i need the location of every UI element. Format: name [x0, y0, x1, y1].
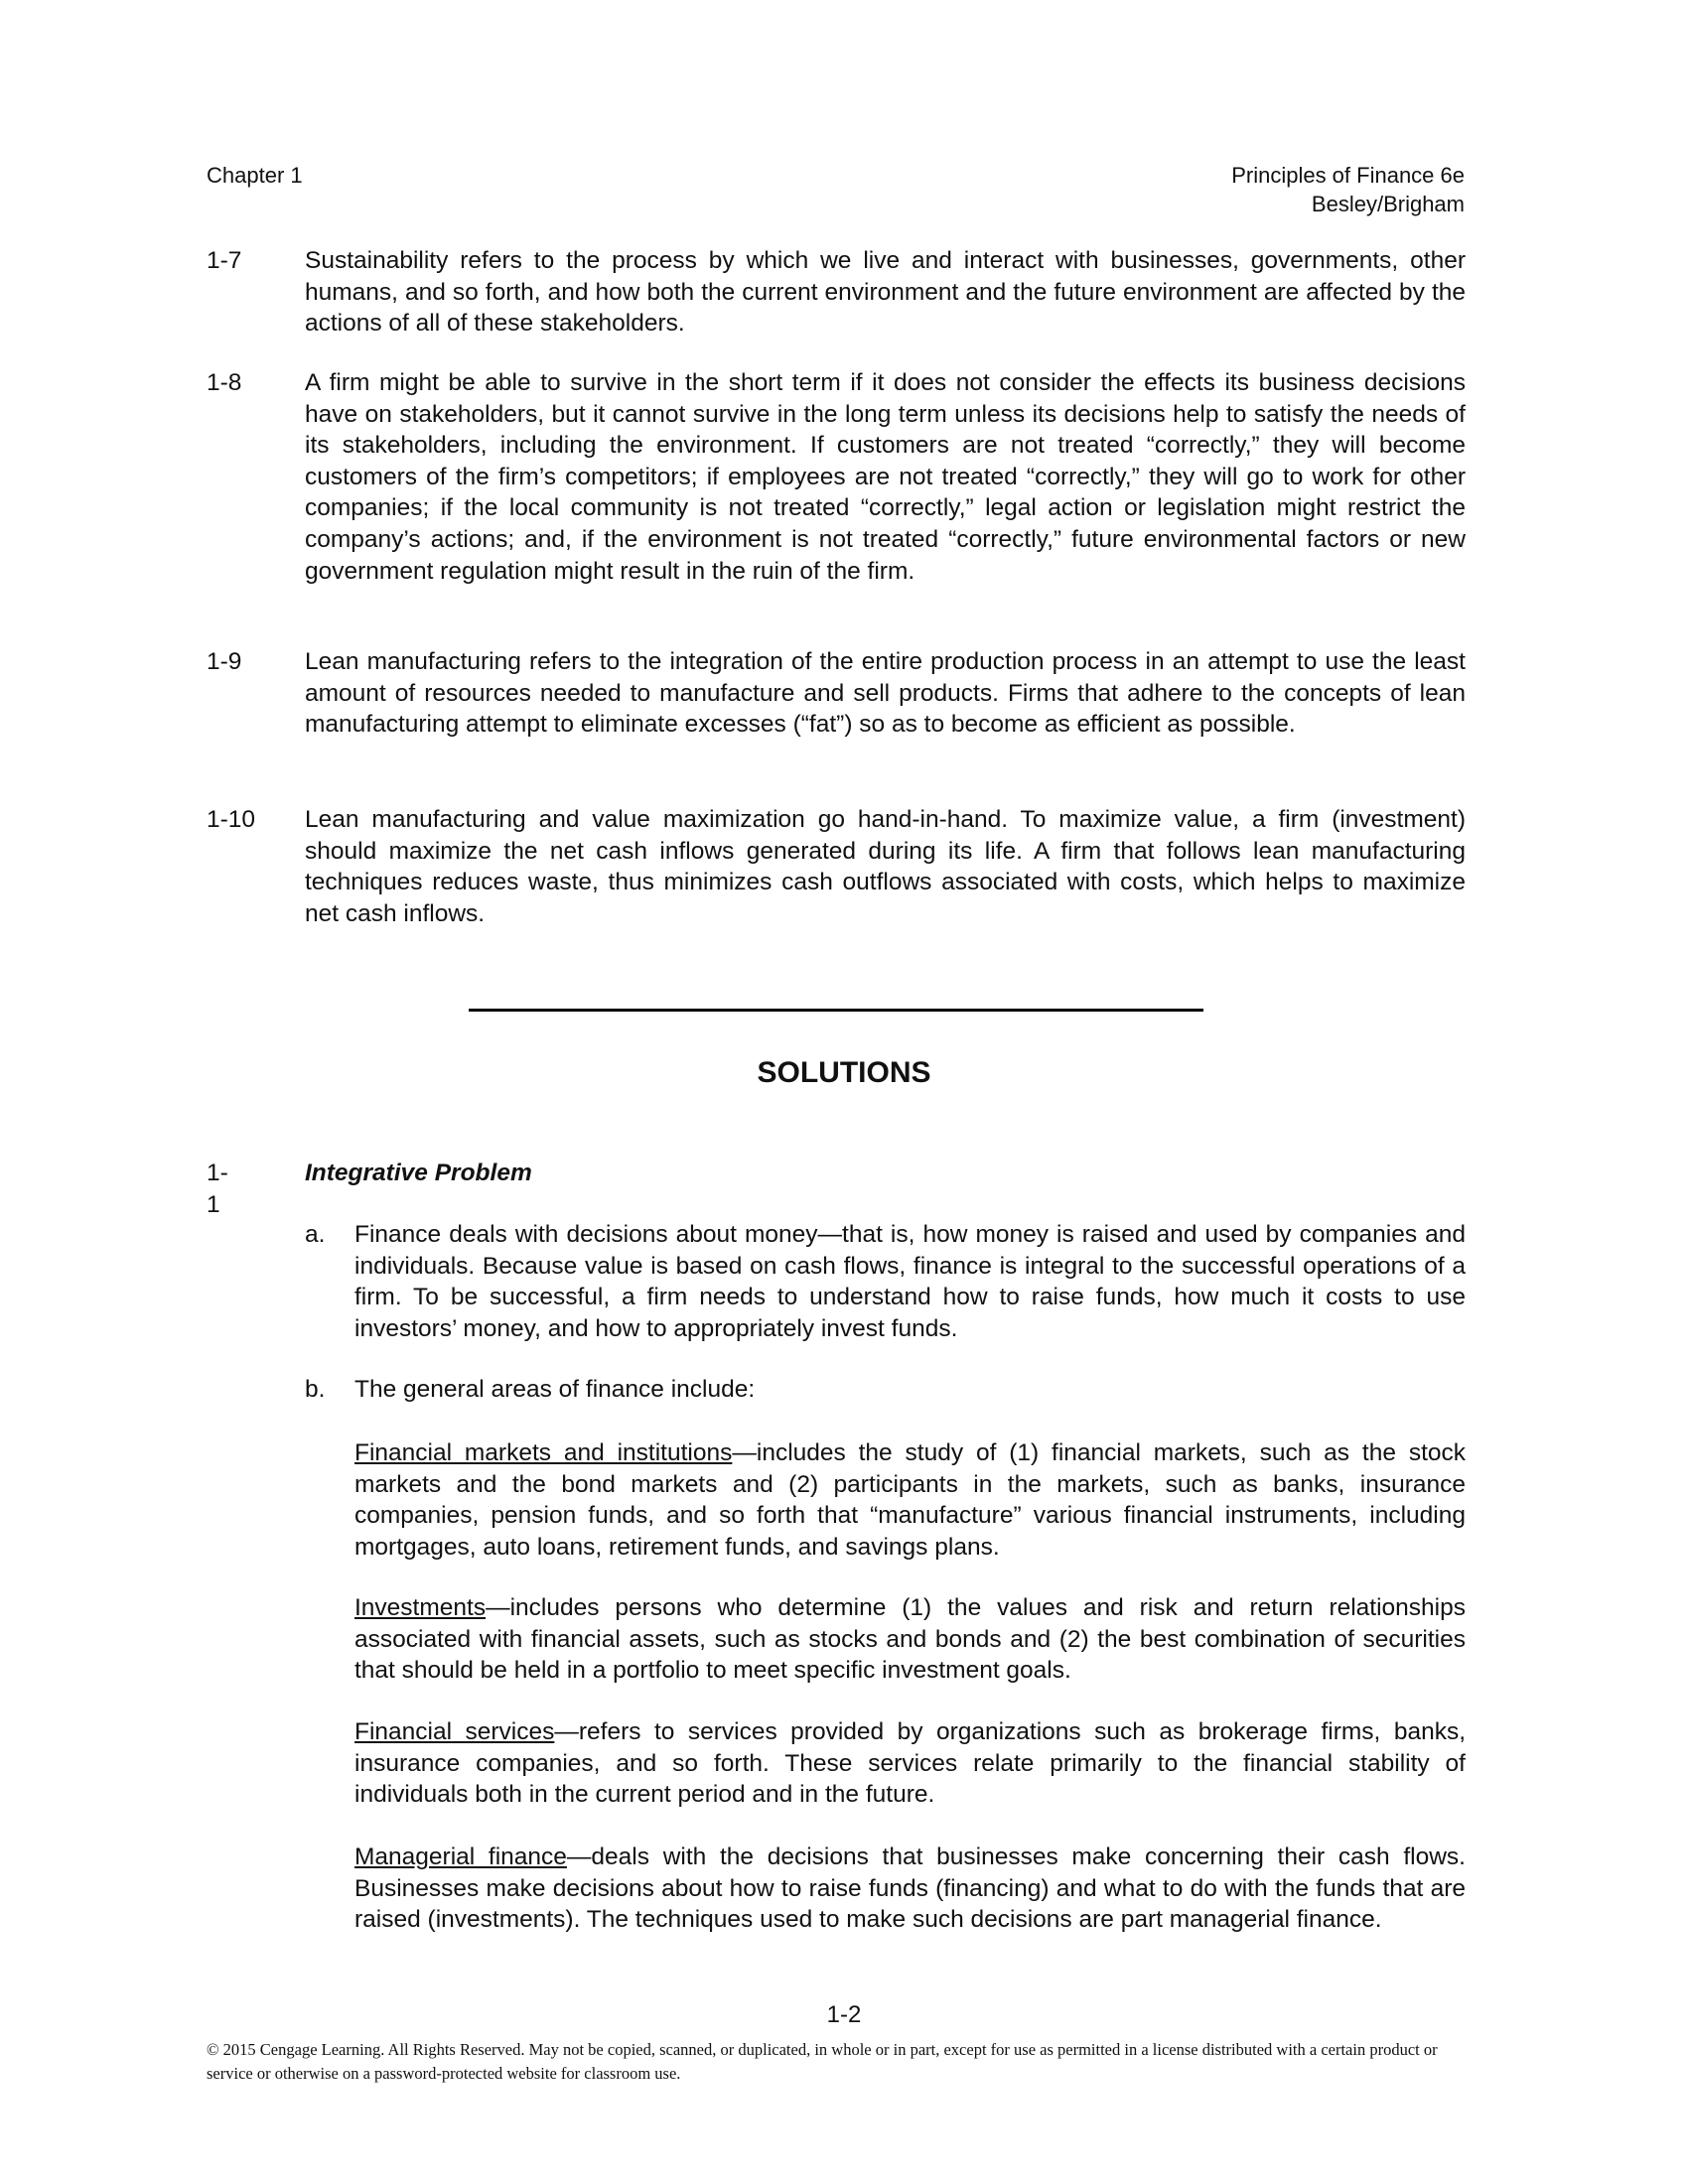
- part-letter: b.: [305, 1376, 326, 1403]
- part-letter: a.: [305, 1221, 326, 1248]
- problem-number: 1-1: [207, 1160, 228, 1218]
- question-1-7: [207, 245, 1466, 340]
- question-answer-text: Lean manufacturing and value maximization go hand-in-hand. To maximize value, a firm (investment) should maximize the net cash inflows generated during its life. A firm that follows lean manufacturing techniques reduces waste, thus minimizes cash outflows associated with costs, which helps to maximize net cash inflows.: [305, 806, 1466, 927]
- finance-area-investments: [354, 1592, 1466, 1687]
- question-number: 1-7: [207, 247, 242, 274]
- running-header-book: [1231, 161, 1465, 218]
- area-term: Financial services: [354, 1718, 555, 1745]
- page-number: 1-2: [826, 2001, 862, 2028]
- question-answer-text: A firm might be able to survive in the short term if it does not consider the effects its business decisions have on stakeholders, but it cannot survive in the long term unless its decisions help to satisfy the needs of its stakeholders, including the environment. If customers are not treated “correctly,” they will become customers of the firm’s competitors; if employees are not treated “correctly,” they will go to work for other companies; if the local community is not treated “correctly,” legal action or legislation might restrict the company’s actions; and, if the environment is not treated “correctly,” future environmental factors or new government regulation might result in the ruin of the firm.: [305, 369, 1466, 585]
- area-description: —includes the study of (1) financial markets, such as the stock markets and the bond markets and (2) participants in the markets, such as banks, insurance companies, pension funds, and so forth that “manufacture” various financial instruments, including mortgages, auto loans, retirement funds, and savings plans.: [354, 1439, 1466, 1561]
- problem-title: Integrative Problem: [305, 1160, 532, 1186]
- finance-area-markets-institutions: [354, 1437, 1466, 1563]
- solutions-heading: SOLUTIONS: [757, 1056, 931, 1089]
- book-authors: Besley/Brigham: [1311, 192, 1465, 216]
- part-text: The general areas of finance include:: [354, 1376, 756, 1403]
- area-term: Managerial finance: [354, 1843, 567, 1870]
- question-answer-text: Sustainability refers to the process by which we live and interact with businesses, governments, other humans, and so forth, and how both the current environment and the future environment are affected by the actions of all of these stakeholders.: [305, 247, 1466, 338]
- question-number: 1-9: [207, 648, 242, 675]
- question-1-9: [207, 646, 1466, 741]
- question-number: 1-10: [207, 806, 256, 833]
- area-description: —refers to services provided by organizations such as brokerage firms, banks, insurance companies, and so forth. These services relate primarily to the financial stability of individuals both in the current period and in the future.: [354, 1718, 1466, 1809]
- question-1-10: [207, 804, 1466, 929]
- finance-area-managerial-finance: [354, 1842, 1466, 1936]
- area-term: Financial markets and institutions: [354, 1439, 733, 1466]
- question-answer-text: Lean manufacturing refers to the integration of the entire production process in an attempt to use the least amount of resources needed to manufacture and sell products. Firms that adhere to the concepts of lean manufacturing attempt to eliminate excesses (“fat”) so as to become as efficient as possible.: [305, 648, 1466, 739]
- area-description: —includes persons who determine (1) the values and risk and return relationships associated with financial assets, such as stocks and bonds and (2) the best combination of securities that should be held in a portfolio to meet specific investment goals.: [354, 1594, 1466, 1685]
- part-text: Finance deals with decisions about money—that is, how money is raised and used by companies and individuals. Because value is based on cash flows, finance is integral to the successful operations of a firm. To be successful, a firm needs to understand how to raise funds, how much it costs to use investors’ money, and how to appropriately invest funds.: [354, 1221, 1466, 1342]
- chapter-label: Chapter 1: [207, 163, 303, 188]
- copyright-notice: © 2015 Cengage Learning. All Rights Reserved. May not be copied, scanned, or duplicated, in whole or in part, except for use as permitted in a license distributed with a certain product or service or otherwise on a password-protected website for classroom use.: [207, 2040, 1438, 2083]
- section-divider: [469, 1009, 1203, 1012]
- problem-part-b: [305, 1374, 1466, 1406]
- book-title: Principles of Finance 6e: [1231, 163, 1465, 188]
- question-number: 1-8: [207, 369, 242, 396]
- problem-part-a: [305, 1219, 1466, 1344]
- area-term: Investments: [354, 1594, 487, 1621]
- running-header-chapter: [207, 161, 303, 190]
- finance-area-financial-services: [354, 1716, 1466, 1811]
- area-description: —deals with the decisions that businesses make concerning their cash flows. Businesses make decisions about how to raise funds (financing) and what to do with the funds that are raised (investments). The techniques used to make such decisions are part managerial finance.: [354, 1843, 1466, 1934]
- question-1-8: [207, 367, 1466, 587]
